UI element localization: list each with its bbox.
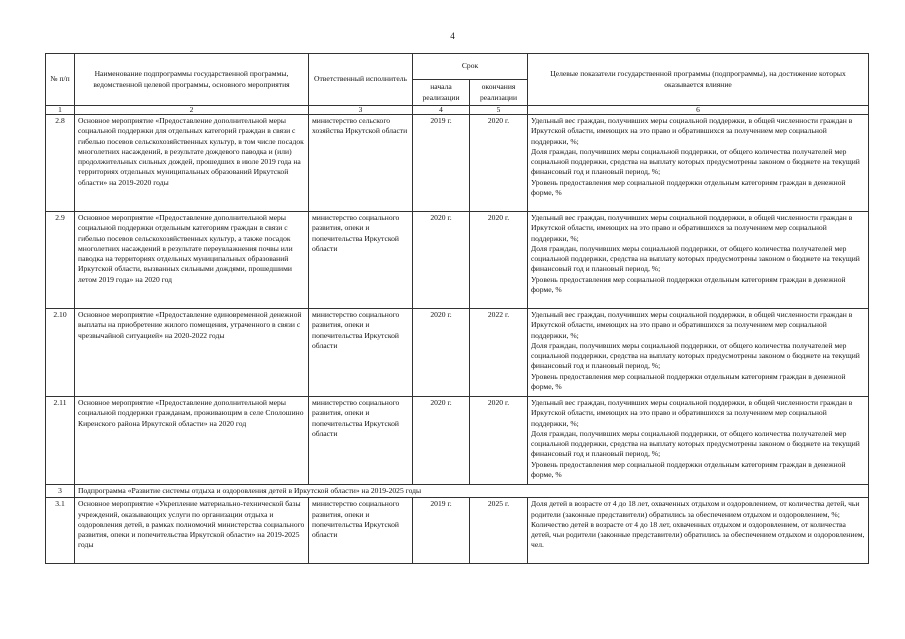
row-name: Основное мероприятие «Укрепление материально-технической базы учреждений, оказывающих услуги по организации отдыха и оздоровления детей, в рамках полномочий министерства социального развития, опеки и попечительства Иркутской области» на 2019-2025 годы: [75, 498, 309, 564]
table-row: [46, 115, 869, 212]
table-row: [46, 498, 869, 564]
subprogram-num: 3: [46, 485, 75, 498]
col-number: 5: [470, 106, 528, 115]
header-row: [46, 54, 869, 80]
table-row: [46, 309, 869, 397]
subprogram-row: [46, 485, 869, 498]
row-start: 2019 г.: [413, 115, 470, 212]
row-start: 2020 г.: [413, 212, 470, 309]
row-executor: министерство социального развития, опеки и попечительства Иркутской области: [309, 212, 413, 309]
row-start: 2020 г.: [413, 309, 470, 397]
header-executor: Ответственный исполнитель: [309, 54, 413, 106]
row-name: Основное мероприятие «Предоставление дополнительной меры социальной поддержки отдельным категориям граждан в связи с гибелью посевов сельскохозяйственных культур, а также посадок многолетних насаждений в результате переувлажнения почвы или паводка на территориях отдельных муниципальных образований Иркутской области, вызванных сильными дождями, прошедшими летом 2019 года» на 2020 год: [75, 212, 309, 309]
row-name: Основное мероприятие «Предоставление дополнительной меры социальной поддержки для отдельных категорий граждан в связи с гибелью посевов сельскохозяйственных культур, в том числе посадок многолетних насаждений, в результате дождевого паводка и (или) продолжительных сильных дождей, прошедших в июле 2019 года на территориях отдельных муниципальных образований Иркутской области» на 2019-2020 годы: [75, 115, 309, 212]
row-end: 2020 г.: [470, 115, 528, 212]
table-row: [46, 397, 869, 485]
col-number: 6: [528, 106, 869, 115]
col-number: 3: [309, 106, 413, 115]
row-targets: Удельный вес граждан, получивших меры социальной поддержки, в общей численности граждан в Иркутской области, имеющих на это право и обратившихся за получением мер социальной поддержки, %; Доля граждан, получивших меры социальной поддержки, от общего количества получателей мер социальной поддержки, средства на выплату которых предусмотрены законом о бюджете на текущий финансовый год и плановый период, %; Уровень предоставления мер социальной поддержки отдельным категориям граждан в денежной форме, %: [528, 309, 869, 397]
row-name: Основное мероприятие «Предоставление единовременной денежной выплаты на приобретение жилого помещения, утраченного в связи с чрезвычайной ситуацией» на 2020-2022 годы: [75, 309, 309, 397]
header-start: начала реализации: [413, 80, 470, 106]
row-targets: Удельный вес граждан, получивших меры социальной поддержки, в общей численности граждан в Иркутской области, имеющих на это право и обратившихся за получением мер социальной поддержки, %; Доля граждан, получивших меры социальной поддержки, от общего количества получателей мер социальной поддержки, средства на выплату которых предусмотрены законом о бюджете на текущий финансовый год и плановый период, %; Уровень предоставления мер социальной поддержки отдельным категориям граждан в денежной форме, %: [528, 115, 869, 212]
row-targets: Удельный вес граждан, получивших меры социальной поддержки, в общей численности граждан в Иркутской области, имеющих на это право и обратившихся за получением мер социальной поддержки, %; Доля граждан, получивших меры социальной поддержки, от общего количества получателей мер социальной поддержки, средства на выплату которых предусмотрены законом о бюджете на текущий финансовый год и плановый период, %; Уровень предоставления мер социальной поддержки отдельным категориям граждан в денежной форме, %: [528, 212, 869, 309]
row-start: 2020 г.: [413, 397, 470, 485]
row-executor: министерство социального развития, опеки и попечительства Иркутской области: [309, 309, 413, 397]
row-executor: министерство социального развития, опеки и попечительства Иркутской области: [309, 397, 413, 485]
row-name: Основное мероприятие «Предоставление дополнительной меры социальной поддержки гражданам, проживающим в селе Сполошино Киренского района Иркутской области» на 2020 год: [75, 397, 309, 485]
row-num: 3.1: [46, 498, 75, 564]
header-name: Наименование подпрограммы государственной программы, ведомственной целевой программы, основного мероприятия: [75, 54, 309, 106]
header-term: Срок: [413, 54, 528, 80]
row-num: 2.9: [46, 212, 75, 309]
row-num: 2.10: [46, 309, 75, 397]
page-number: 4: [450, 31, 455, 41]
row-executor: министерство сельского хозяйства Иркутской области: [309, 115, 413, 212]
col-number: 4: [413, 106, 470, 115]
row-end: 2020 г.: [470, 397, 528, 485]
col-number: 1: [46, 106, 75, 115]
subprogram-title: Подпрограмма «Развитие системы отдыха и оздоровления детей в Иркутской области» на 2019-2025 годы: [75, 485, 869, 498]
col-number: 2: [75, 106, 309, 115]
row-num: 2.8: [46, 115, 75, 212]
header-end: окончания реализации: [470, 80, 528, 106]
column-numbers-row: [46, 106, 869, 115]
row-targets: Доля детей в возрасте от 4 до 18 лет, охваченных отдыхом и оздоровлением, от количества детей, чьи родители (законные представители) обратились за обеспечением отдыхом и оздоровлением, %; Количество детей в возрасте от 4 до 18 лет, охваченных отдыхом и оздоровлением, от количества детей, чьи родители (законные представители) обратились за обеспечением отдыхом и оздоровлением, чел.: [528, 498, 869, 564]
row-end: 2025 г.: [470, 498, 528, 564]
header-targets: Целевые показатели государственной программы (подпрограммы), на достижение которых оказывается влияние: [528, 54, 869, 106]
header-num: № п/п: [46, 54, 75, 106]
row-num: 2.11: [46, 397, 75, 485]
row-executor: министерство социального развития, опеки и попечительства Иркутской области: [309, 498, 413, 564]
program-table: [45, 53, 869, 564]
row-start: 2019 г.: [413, 498, 470, 564]
row-targets: Удельный вес граждан, получивших меры социальной поддержки, в общей численности граждан в Иркутской области, имеющих на это право и обратившихся за получением мер социальной поддержки, %; Доля граждан, получивших меры социальной поддержки, от общего количества получателей мер социальной поддержки, средства на выплату которых предусмотрены законом о бюджете на текущий финансовый год и плановый период, %; Уровень предоставления мер социальной поддержки отдельным категориям граждан в денежной форме, %: [528, 397, 869, 485]
row-end: 2020 г.: [470, 212, 528, 309]
table-row: [46, 212, 869, 309]
row-end: 2022 г.: [470, 309, 528, 397]
